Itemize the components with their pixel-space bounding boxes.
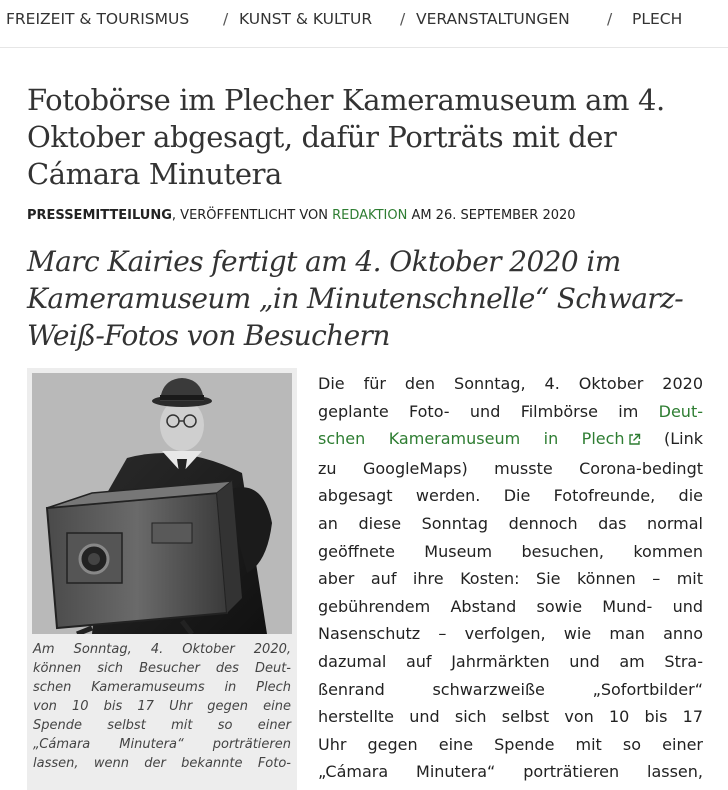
photo-man-with-box-camera[interactable] [32,373,292,634]
article-body [318,370,703,786]
caption-line: lassen, wenn der bekannte Foto- [33,756,291,771]
body-line: geöffnete Museum besuchen, kommen [318,541,703,561]
body-line: herstellte und sich selbst von 10 bis 17 [318,707,703,727]
body-line: gebührendem Abstand sowie Mund- und [318,596,703,616]
museum-link-part2[interactable]: schen Kameramuseum in Plech [318,429,625,449]
author-link[interactable]: REDAKTION [332,208,408,223]
breadcrumb-item-veranstaltungen[interactable]: VERANSTALTUNGEN [416,10,570,28]
body-line: zu GoogleMaps) musste Corona-bedingt [318,458,703,478]
article-figure [27,368,297,790]
body-line [318,425,703,455]
breadcrumb-item-kunst[interactable]: KUNST & KULTUR [239,10,373,28]
photo-illustration [32,373,292,634]
body-line: abgesagt werden. Die Fotofreunde, die [318,486,703,506]
body-line: dazumal auf Jahrmärkten und am Stra- [318,651,703,671]
breadcrumb-item-freizeit[interactable]: FREIZEIT & TOURISMUS [6,10,190,28]
title-line: Cámara Minutera [27,157,282,191]
breadcrumb-separator: / [223,10,229,28]
caption-line: schen Kameramuseums in Plech [33,680,291,695]
subtitle-line: Kameramuseum „in Minutenschnelle“ Schwarz- [27,282,684,315]
category-label[interactable]: PRESSEMITTEILUNG [27,208,172,223]
figure-caption [33,640,291,773]
breadcrumb-item-plech[interactable]: PLECH [632,10,683,28]
body-line: Nasenschutz – verfolgen, wie man anno [318,624,703,644]
caption-line: können sich Besucher des Deut- [33,661,291,676]
article-meta [27,208,717,223]
breadcrumb [0,0,728,48]
body-line: „Cámara Minutera“ porträtieren lassen, [318,762,703,782]
caption-line: von 10 bis 17 Uhr gegen eine [33,699,291,714]
body-text: (Link [640,429,704,449]
body-line: aber auf ihre Kosten: Sie können – mit [318,569,703,589]
body-line: an diese Sonntag dennoch das normal [318,513,703,533]
caption-line: „Cámara Minutera“ porträtieren [33,737,291,752]
external-link-icon[interactable] [628,427,641,455]
body-line [318,398,703,426]
body-line: Die für den Sonntag, 4. Oktober 2020 [318,374,703,393]
subtitle-line: Marc Kairies fertigt am 4. Oktober 2020 im [27,245,621,278]
breadcrumb-separator: / [400,10,406,28]
title-line: Fotobörse im Plecher Kameramuseum am 4. [27,83,665,117]
body-text: geplante Foto- und Filmbörse im [318,401,659,421]
subtitle-line: Weiß-Fotos von Besuchern [27,319,390,352]
publish-date: AM 26. SEPTEMBER 2020 [407,208,576,223]
caption-line: Am Sonntag, 4. Oktober 2020, [33,642,291,657]
body-line: ßenrand schwarzweiße „Sofortbilder“ [318,679,703,699]
article-subtitle [27,243,717,354]
article-title [27,82,717,193]
breadcrumb-separator: / [607,10,613,28]
caption-line: Spende selbst mit so einer [33,718,291,733]
title-line: Oktober abgesagt, dafür Porträts mit der [27,120,617,154]
body-line: Uhr gegen eine Spende mit so einer [318,734,703,754]
museum-link-part1[interactable]: Deut- [658,401,703,421]
published-by-text: , VERÖFFENTLICHT VON [171,208,333,223]
